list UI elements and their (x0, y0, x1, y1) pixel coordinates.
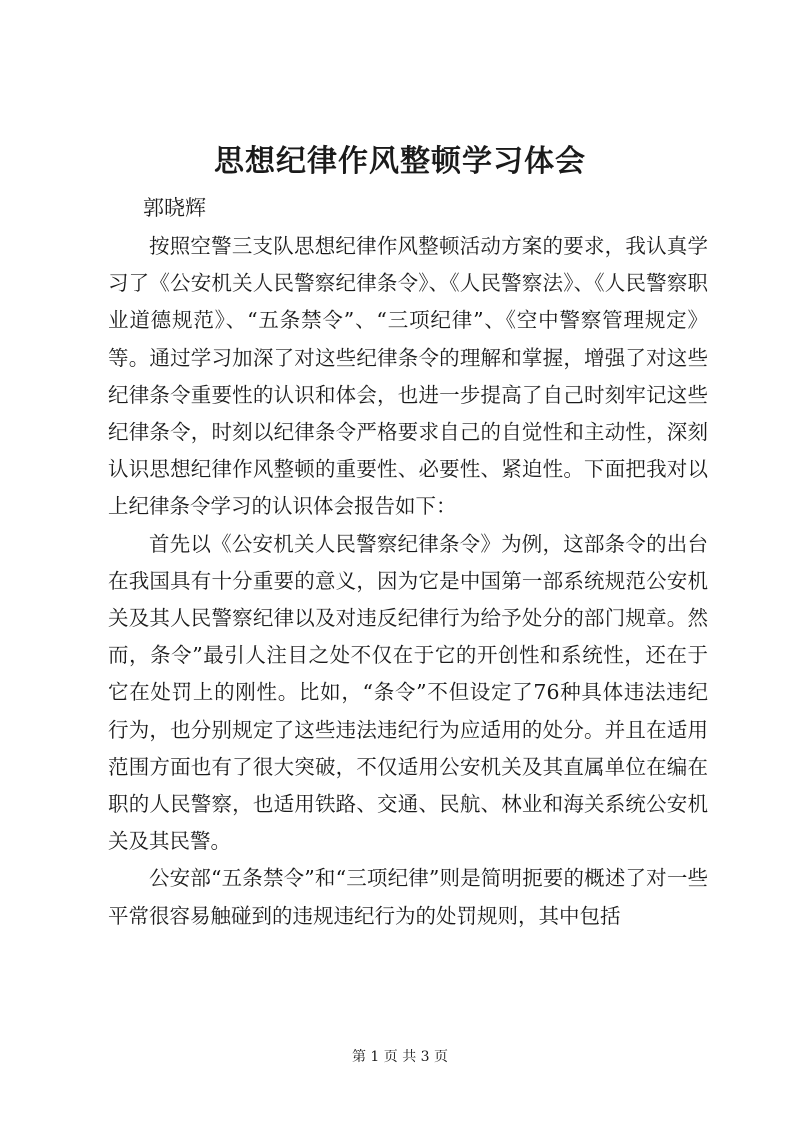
document-body (108, 228, 708, 935)
paragraph: 按照空警三支队思想纪律作风整顿活动方案的要求，我认真学习了《公安机关人民警察纪律条令》、《人民警察法》、《人民警察职业道德规范》、“五条禁令”、“三项纪律”、《空中警察管理规定》等。通过学习加深了对这些纪律条令的理解和掌握，增强了对这些纪律条令重要性的认识和体会，也进一步提高了自己时刻牢记这些纪律条令，时刻以纪律条令严格要求自己的自觉性和主动性，深刻认识思想纪律作风整顿的重要性、必要性、紧迫性。下面把我对以上纪律条令学习的认识体会报告如下： (108, 234, 708, 519)
paragraph: 公安部“五条禁令”和“三项纪律”则是简明扼要的概述了对一些平常很容易触碰到的违规违纪行为的处罚规则，其中包括 (108, 866, 708, 928)
page-footer: 第 1 页 共 3 页 (351, 1049, 449, 1065)
author-name: 郭晓辉 (143, 196, 206, 220)
document-title: 思想纪律作风整顿学习体会 (214, 144, 586, 179)
paragraph: 首先以《公安机关人民警察纪律条令》为例，这部条令的出台在我国具有十分重要的意义，因为它是中国第一部系统规范公安机关及其人民警察纪律以及对违反纪律行为给予处分的部门规章。然而，条令”最引人注目之处不仅在于它的开创性和系统性，还在于它在处罚上的刚性。比如，“条令”不但设定了76种具体违法违纪行为，也分别规定了这些违法违纪行为应适用的处分。并且在适用范围方面也有了很大突破，不仅适用公安机关及其直属单位在编在职的人民警察，也适用铁路、交通、民航、林业和海关系统公安机关及其民警。 (108, 531, 708, 854)
